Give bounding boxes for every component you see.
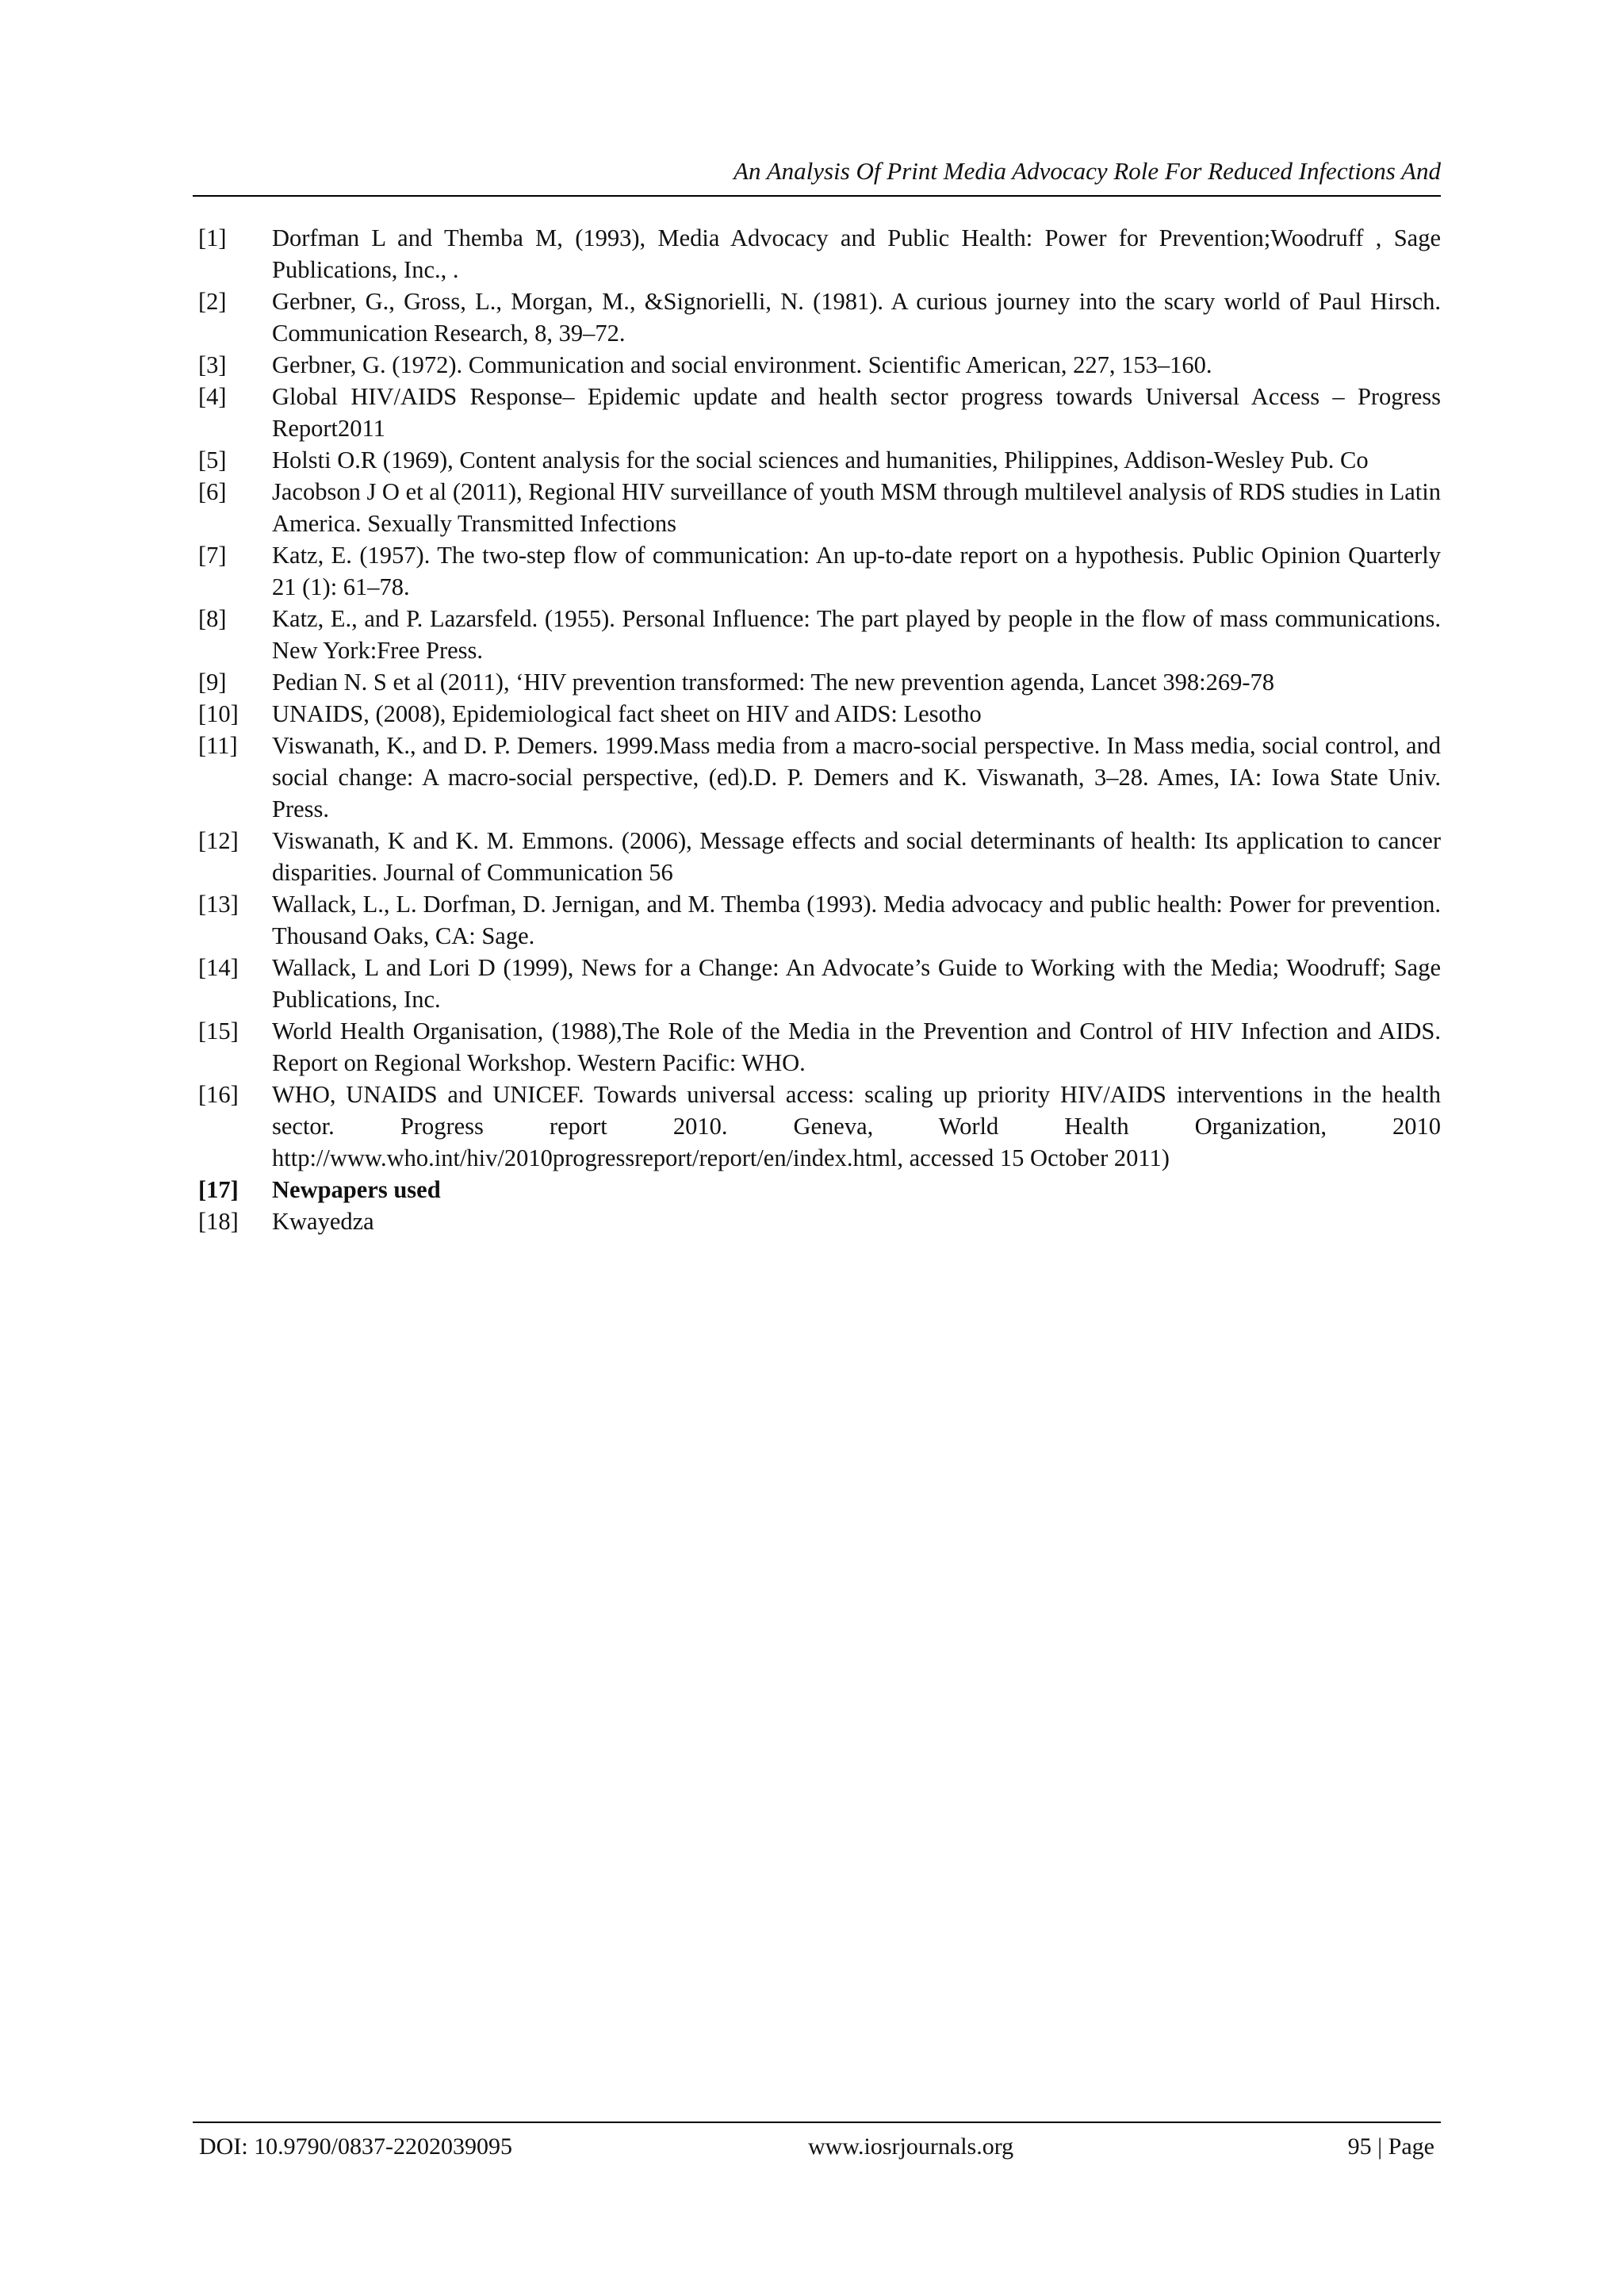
reference-number: [12]: [198, 827, 239, 854]
reference-text: Kwayedza: [272, 1208, 374, 1235]
reference-number: [13]: [198, 891, 239, 918]
reference-item: [198, 381, 1441, 444]
reference-text: Global HIV/AIDS Response– Epidemic update and health sector progress towards Universal Access – Progress Report2011: [272, 383, 1441, 442]
reference-text: World Health Organisation, (1988),The Role of the Media in the Prevention and Control of HIV Infection and AIDS. Report on Regional Workshop. Western Pacific: WHO.: [272, 1018, 1441, 1076]
reference-text: Viswanath, K., and D. P. Demers. 1999.Mass media from a macro-social perspective. In Mass media, social control, and social change: A macro-social perspective, (ed).D. P. Demers and K. Viswanath, 3–28. Ames, IA: Iowa State Univ. Press.: [272, 732, 1441, 822]
reference-item: [198, 952, 1441, 1015]
reference-item: [198, 1174, 1441, 1205]
reference-number: [5]: [198, 447, 227, 473]
reference-text: WHO, UNAIDS and UNICEF. Towards universal access: scaling up priority HIV/AIDS interventions in the health sector. Progress report 2010. Geneva, World Health Organization, 2010 http://www.who.int/hiv/2010progressreport/report/en/index.html, accessed 15 October 2011): [272, 1081, 1441, 1171]
reference-number: [1]: [198, 224, 227, 251]
reference-text: Holsti O.R (1969), Content analysis for the social sciences and humanities, Philippines, Addison-Wesley Pub. Co: [272, 447, 1369, 473]
reference-number: [2]: [198, 288, 227, 315]
reference-item: [198, 825, 1441, 888]
reference-text: Pedian N. S et al (2011), ‘HIV prevention transformed: The new prevention agenda, Lancet 398:269-78: [272, 669, 1274, 696]
reference-item: [198, 603, 1441, 666]
reference-text: Gerbner, G. (1972). Communication and social environment. Scientific American, 227, 153–160.: [272, 351, 1212, 378]
reference-number: [4]: [198, 383, 227, 410]
running-title: An Analysis Of Print Media Advocacy Role For Reduced Infections And: [733, 157, 1441, 185]
page-header: [193, 155, 1441, 197]
reference-text: Gerbner, G., Gross, L., Morgan, M., &Signorielli, N. (1981). A curious journey into the scary world of Paul Hirsch. Communication Research, 8, 39–72.: [272, 288, 1441, 347]
reference-item: [198, 444, 1441, 476]
reference-number: [15]: [198, 1018, 239, 1045]
reference-text: Newpapers used: [272, 1176, 441, 1203]
reference-text: Katz, E., and P. Lazarsfeld. (1955). Personal Influence: The part played by people in the flow of mass communications. New York:Free Press.: [272, 605, 1441, 664]
footer-page-number: 95 | Page: [1347, 2133, 1434, 2160]
reference-item: [198, 888, 1441, 952]
reference-item: [198, 666, 1441, 698]
reference-item: [198, 349, 1441, 381]
reference-list: [198, 222, 1441, 1237]
reference-number: [8]: [198, 605, 227, 632]
footer-doi: DOI: 10.9790/0837-2202039095: [199, 2133, 512, 2160]
reference-item: [198, 539, 1441, 603]
reference-item: [198, 730, 1441, 825]
reference-text: Wallack, L and Lori D (1999), News for a Change: An Advocate’s Guide to Working with the Media; Woodruff; Sage Publications, Inc.: [272, 954, 1441, 1013]
reference-text: UNAIDS, (2008), Epidemiological fact sheet on HIV and AIDS: Lesotho: [272, 700, 982, 727]
reference-item: [198, 286, 1441, 349]
reference-number: [9]: [198, 669, 227, 696]
reference-item: [198, 222, 1441, 286]
reference-item: [198, 698, 1441, 730]
reference-item: [198, 1079, 1441, 1174]
reference-number: [17]: [198, 1176, 239, 1203]
reference-number: [16]: [198, 1081, 239, 1108]
reference-number: [3]: [198, 351, 227, 378]
reference-number: [7]: [198, 542, 227, 569]
reference-text: Jacobson J O et al (2011), Regional HIV surveillance of youth MSM through multilevel analysis of RDS studies in Latin America. Sexually Transmitted Infections: [272, 478, 1441, 537]
reference-number: [11]: [198, 732, 238, 759]
footer-website: www.iosrjournals.org: [808, 2133, 1014, 2160]
reference-text: Katz, E. (1957). The two-step flow of communication: An up-to-date report on a hypothesis. Public Opinion Quarterly 21 (1): 61–78.: [272, 542, 1441, 600]
reference-number: [14]: [198, 954, 239, 981]
reference-item: [198, 476, 1441, 539]
reference-number: [10]: [198, 700, 239, 727]
reference-number: [6]: [198, 478, 227, 505]
reference-text: Dorfman L and Themba M, (1993), Media Advocacy and Public Health: Power for Prevention;Woodruff , Sage Publications, Inc., .: [272, 224, 1441, 283]
reference-item: [198, 1205, 1441, 1237]
page-footer: [193, 2122, 1441, 2171]
reference-text: Viswanath, K and K. M. Emmons. (2006), Message effects and social determinants of health: Its application to cancer disparities. Journal of Communication 56: [272, 827, 1441, 886]
reference-text: Wallack, L., L. Dorfman, D. Jernigan, and M. Themba (1993). Media advocacy and public health: Power for prevention. Thousand Oaks, CA: Sage.: [272, 891, 1441, 949]
reference-number: [18]: [198, 1208, 239, 1235]
reference-item: [198, 1015, 1441, 1079]
